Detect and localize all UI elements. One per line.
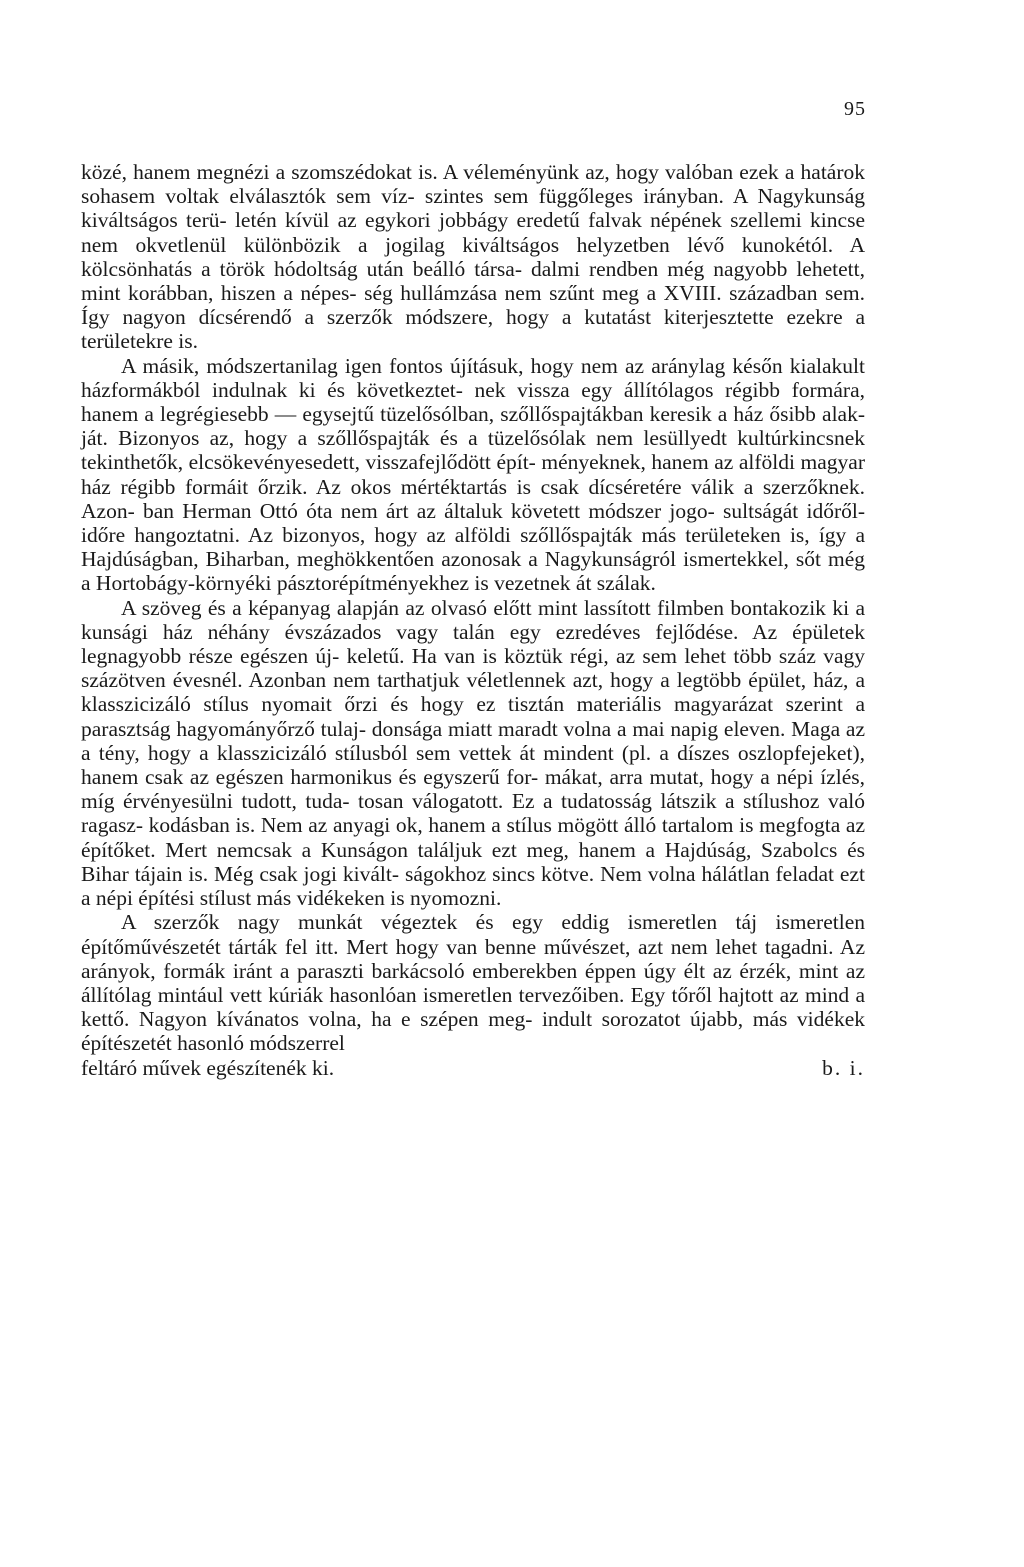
closing-text: feltáró művek egészítenék ki. — [81, 1055, 335, 1080]
closing-line — [81, 1056, 865, 1080]
paragraph-3: A szöveg és a képanyag alapján az olvasó előtt mint lassított filmben bontakozik ki a kunsági ház néhány évszázados vagy talán egy ezredéves fejlődése. Az épületek legnagyobb része egészen új- keletű. Ha van is köztük régi, az sem lehet több száz vagy százötven évesnél. Azonban nem tarthatjuk véletlennek azt, hogy a legtöbb épület, ház, a klasszicizáló stílus nyomait őrzi és hogy ez tisztán materiális magyarázat szerint a parasztság hagyományőrző tulaj- donsága miatt maradt volna a mai napig eleven. Maga az a tény, hogy a klasszicizáló stílusból sem vettek át mindent (pl. a díszes oszlopfejeket), hanem csak az egészen harmonikus és egyszerű for- mákat, arra mutat, hogy a népi ízlés, míg érvényesülni tudott, tuda- tosan válogatott. Ez a tudatosság látszik a stílushoz való ragasz- kodásban is. Nem az anyagi ok, hanem a stílus mögött álló tartalom is megfogta az építőket. Mert nemcsak a Kunságon találjuk ezt meg, hanem a Hajdúság, Szabolcs és Bihar tájain is. Még csak jogi kivált- ságokhoz sincs kötve. Nem volna hálátlan feladat ezt a népi építési stílust más vidékeken is nyomozni. — [81, 595, 865, 911]
paragraph-1: közé, hanem megnézi a szomszédokat is. A véleményünk az, hogy valóban ezek a határok sohasem voltak elválasztók sem víz- szintes sem függőleges irányban. A Nagykunság kiváltságos terü- letén kívül az egykori jobbágy eredetű falvak népének szellemi kincse nem okvetlenül különbözik a jogilag kiváltságos helyzetben lévő kunokétól. A kölcsönhatás a török hódoltság után beálló társa- dalmi rendben még nagyobb lehetett, mint korábban, hiszen a népes- ség hullámzása nem szűnt meg a XVIII. században sem. Így nagyon dícsérendő a szerzők módszere, hogy a kutatást kiterjesztette ezekre a területekre is. — [81, 160, 865, 354]
body-text — [81, 160, 865, 1080]
page-number: 95 — [844, 98, 866, 120]
paragraph-2: A másik, módszertanilag igen fontos újításuk, hogy nem az aránylag későn kialakult házformákból indulnak ki és következtet- nek vissza egy állítólagos régibb formára, hanem a legrégiesebb — egysejtű tüzelősólban, szőllőspajtákban keresik a ház ősibb alak- ját. Bizonyos az, hogy a szőllőspajták és a tüzelősólak nem lesüllyedt kultúrkincsnek tekinthetők, elcsökevényesedett, visszafejlődött épít- ményeknek, hanem az alföldi magyar ház régibb formáit őrzik. Az okos mértéktartás is csak dícséretére válik a szerzőknek. Azon- ban Herman Ottó óta nem árt az általuk követett módszer jogo- sultságát időről-időre hangoztatni. Az bizonyos, hogy az alföldi szőllőspajták más területeken is, így a Hajdúságban, Biharban, meghökkentően azonosak a Nagykunságról ismertekkel, sőt még a Hortobágy-környéki pásztorépítményekhez is vezetnek át szálak. — [81, 353, 865, 596]
author-signature: b. i. — [822, 1055, 865, 1080]
paragraph-4: A szerzők nagy munkát végeztek és egy eddig ismeretlen táj ismeretlen építőművészetét tárták fel itt. Mert hogy van benne művészet, azt nem lehet tagadni. Az arányok, formák iránt a paraszti barkácsoló emberekben éppen úgy élt az érzék, mint az állítólag mintául vett kúriák hasonlóan ismeretlen tervezőiben. Egy tőről hajtott az mind a kettő. Nagyon kívánatos volna, ha e szépen meg- indult sorozatot újabb, más vidékek építészetét hasonló módszerrel — [81, 910, 865, 1056]
